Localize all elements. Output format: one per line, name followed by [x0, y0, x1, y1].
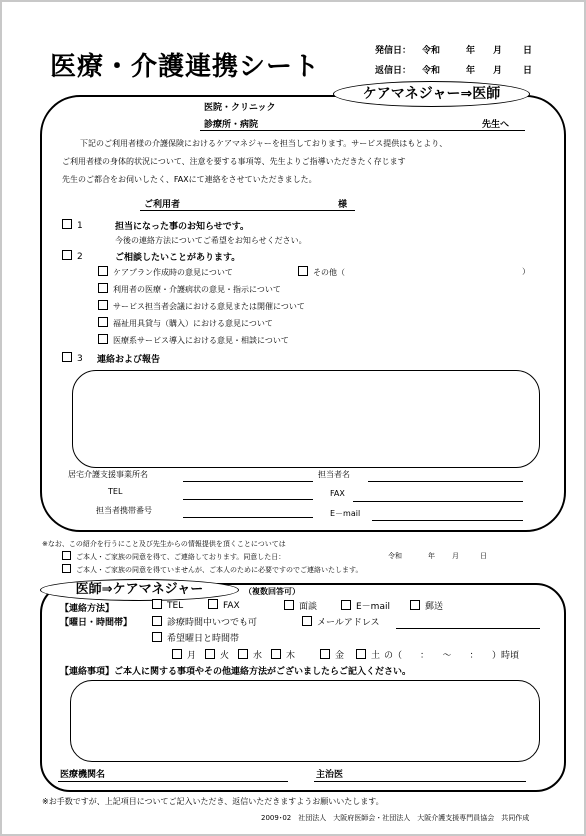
fax-label: FAX — [330, 489, 345, 498]
doctor-to-care-manager-badge: 医師⇒ケアマネジャー — [40, 579, 239, 601]
item3-text: 連絡および報告 — [97, 355, 161, 365]
item3-checkbox[interactable] — [62, 352, 83, 364]
footer-note: ※お手数ですが、上記項目についてご記入いただき、返信いただきますようお願いいたします。 — [42, 797, 384, 806]
user-name-line — [140, 210, 355, 211]
weekday-tue-label: 火 — [220, 651, 230, 661]
doctor-name-line — [200, 130, 525, 131]
weekday-wed-label: 水 — [253, 651, 263, 661]
institution-line[interactable] — [58, 781, 288, 782]
document-title: 医療・介護連携シート — [50, 52, 321, 82]
contact-meeting[interactable] — [284, 599, 317, 612]
consent-day: 日 — [480, 552, 487, 560]
email-line[interactable] — [372, 520, 523, 521]
matters-textarea[interactable] — [70, 680, 540, 762]
user-label: ご利用者 — [144, 200, 181, 210]
sent-day: 日 — [523, 46, 533, 56]
fax-line[interactable] — [353, 501, 523, 502]
tel-label: TEL — [108, 487, 123, 496]
consent-year: 年 — [428, 552, 435, 560]
consent-option-1[interactable] — [62, 551, 285, 562]
doctor-suffix: 先生へ — [482, 120, 510, 130]
care-manager-to-doctor-badge: ケアマネジャー⇒医師 — [333, 81, 530, 107]
sent-era: 令和 — [422, 46, 441, 56]
reply-date-label: 返信日： — [375, 66, 412, 76]
footer-credit: 2009･02 社団法人 大阪府医師会・社団法人 大阪介護支援専門員協会 共同作成 — [261, 814, 530, 822]
item2-checkbox[interactable] — [62, 250, 83, 262]
matters-label: 【連絡事項】ご本人に関する事項やその他連絡方法がございましたらご記入ください。 — [60, 667, 412, 677]
item2-text: ご相談したいことがあります。 — [115, 253, 241, 263]
contact-tel[interactable] — [152, 599, 183, 611]
time-email-address-label: メールアドレス — [317, 618, 380, 628]
tel-line[interactable] — [183, 499, 313, 500]
weekday-sat-label: 土 — [371, 651, 381, 661]
email-label: E－mail — [330, 509, 361, 518]
email-address-line[interactable] — [396, 628, 540, 629]
consent-option-2[interactable] — [62, 564, 362, 575]
mobile-label: 担当者携帯番号 — [96, 506, 152, 515]
consent-note: ※なお、この紹介を行うにこと及び先生からの情報提供を頂くことについては — [42, 540, 286, 548]
contact-fax[interactable] — [208, 599, 240, 611]
doctor-line[interactable] — [314, 781, 526, 782]
consent-option-1-label: ご本人・ご家族の同意を得て、ご連絡しております。同意した日： — [76, 553, 286, 561]
staff-label: 担当者名 — [318, 470, 350, 479]
time-preferred[interactable] — [152, 631, 239, 644]
weekday-fri-label: 金 — [335, 651, 345, 661]
consent-era: 令和 — [388, 552, 402, 560]
option-medical-service-label: 医療系サービス導入における意見・相談について — [113, 336, 289, 345]
option-other-close: ） — [522, 267, 530, 276]
contact-mail-label: 郵送 — [425, 602, 444, 612]
time-label: 【曜日・時間帯】 — [60, 618, 133, 628]
contact-method-label: 【連絡方法】 — [60, 604, 115, 614]
option-medical-instruction[interactable] — [98, 283, 281, 295]
weekday-thu[interactable] — [271, 648, 295, 661]
time-range[interactable]: の（ ： ～ ： ）時頃 — [384, 651, 520, 661]
option-other[interactable] — [298, 266, 345, 278]
reply-day: 日 — [523, 66, 533, 76]
staff-line[interactable] — [368, 481, 523, 482]
office-line[interactable] — [183, 481, 313, 482]
option-medical-instruction-label: 利用者の医療・介護病状の意見・指示について — [113, 285, 281, 294]
item1-subtext: 今後の連絡方法についてご希望をお知らせください。 — [115, 236, 307, 245]
option-other-label: その他（ — [313, 268, 345, 277]
contact-meeting-label: 面談 — [299, 602, 318, 612]
sent-month: 月 — [493, 46, 503, 56]
user-suffix: 様 — [338, 200, 348, 210]
intro-line-3: 先生のご都合をお伺いしたく、FAXにて連絡をさせていただきました。 — [62, 175, 317, 184]
time-email-address[interactable] — [302, 615, 380, 628]
reply-month: 月 — [493, 66, 503, 76]
item1-text: 担当になった事のお知らせです。 — [115, 222, 250, 232]
weekday-fri[interactable] — [320, 648, 344, 661]
item2-number: 2 — [77, 252, 83, 262]
contact-mail[interactable] — [410, 599, 443, 612]
time-preferred-label: 希望曜日と時間帯 — [167, 634, 240, 644]
office-label: 居宅介護支援事業所名 — [68, 470, 148, 479]
option-welfare-equipment[interactable] — [98, 317, 273, 329]
option-careplan-label: ケアプラン作成時の意見について — [113, 268, 233, 277]
weekday-mon-label: 月 — [187, 651, 197, 661]
time-any-label: 診療時間中いつでも可 — [167, 618, 258, 628]
consent-month: 月 — [452, 552, 459, 560]
weekday-thu-label: 木 — [286, 651, 296, 661]
contact-fax-label: FAX — [223, 601, 240, 611]
mobile-line[interactable] — [183, 517, 313, 518]
contact-tel-label: TEL — [167, 601, 184, 611]
time-any[interactable] — [152, 615, 257, 628]
option-service-meeting-label: サービス担当者会議における意見または開催について — [113, 302, 305, 311]
report-textarea[interactable] — [72, 370, 540, 468]
weekday-sat[interactable] — [356, 648, 380, 661]
option-careplan[interactable] — [98, 266, 233, 278]
intro-line-1: 下記のご利用者様の介護保険におけるケアマネジャーを担当しております。サービス提供はもとより、 — [80, 139, 448, 148]
weekday-mon[interactable] — [172, 648, 196, 661]
reply-year: 年 — [466, 66, 476, 76]
contact-email-label: E－mail — [356, 602, 390, 612]
weekday-tue[interactable] — [205, 648, 229, 661]
item3-number: 3 — [77, 354, 83, 364]
consent-option-2-label: ご本人・ご家族の同意を得ていませんが、ご本人のために必要ですのでご連絡いたします。 — [76, 566, 363, 574]
hospital-label: 診療所・病院 — [204, 120, 259, 130]
institution-label: 医療機関名 — [60, 770, 106, 780]
sent-date-label: 発信日： — [375, 46, 412, 56]
item1-checkbox[interactable] — [62, 219, 83, 231]
clinic-label: 医院・クリニック — [204, 103, 276, 113]
option-medical-service[interactable] — [98, 334, 289, 346]
option-service-meeting[interactable] — [98, 300, 305, 312]
sent-year: 年 — [466, 46, 476, 56]
item1-number: 1 — [77, 221, 83, 231]
multiple-answers-note: （複数回答可） — [244, 587, 300, 596]
option-welfare-equipment-label: 福祉用具貸与（購入）における意見について — [113, 319, 273, 328]
contact-email[interactable] — [341, 599, 390, 612]
intro-line-2: ご利用者様の身体的状況について、注意を要する事項等、先生よりご指導いただきたく存じます — [62, 157, 406, 166]
weekday-wed[interactable] — [238, 648, 262, 661]
reply-era: 令和 — [422, 66, 441, 76]
doctor-label: 主治医 — [316, 770, 344, 780]
